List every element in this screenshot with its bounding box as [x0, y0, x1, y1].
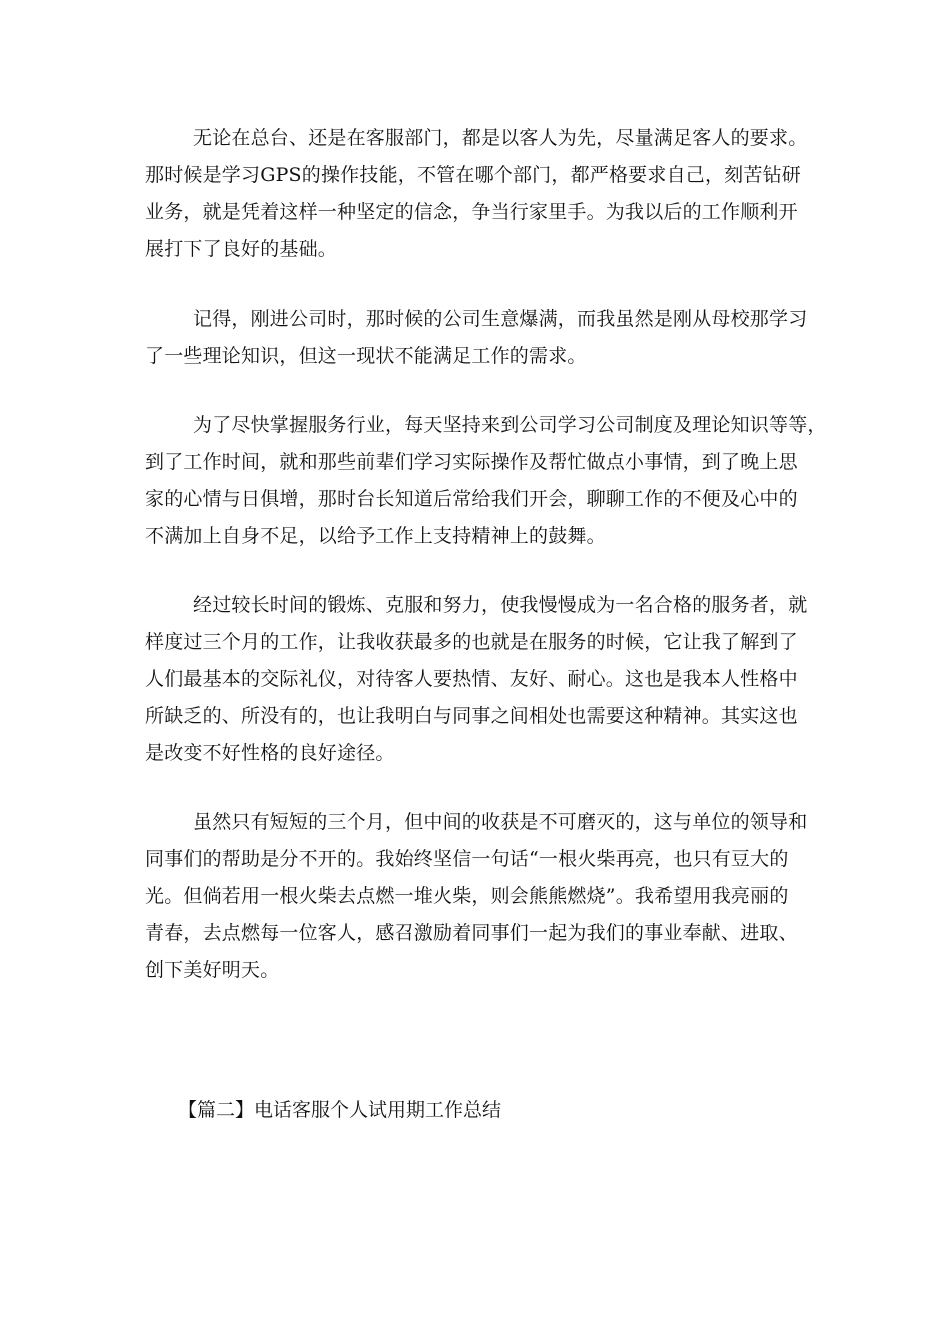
section-heading: 【篇二】电话客服个人试用期工作总结	[178, 1099, 502, 1121]
paragraph-5	[145, 804, 825, 989]
paragraph-line: 同事们的帮助是分不开的。我始终坚信一句话“一根火柴再亮，也只有豆大的	[145, 848, 789, 870]
paragraph-line: 不满加上自身不足，以给予工作上支持精神上的鼓舞。	[145, 525, 606, 547]
paragraph-line: 人们最基本的交际礼仪，对待客人要热情、友好、耐心。这也是我本人性格中	[145, 668, 798, 690]
paragraph-line: 那时候是学习GPS的操作技能，不管在哪个部门，都严格要求自己，刻苦钻研	[145, 164, 801, 186]
paragraph-1	[145, 120, 825, 268]
paragraph-line: 记得，刚进公司时，那时候的公司生意爆满，而我虽然是刚从母校那学习	[193, 308, 808, 330]
paragraph-line: 样度过三个月的工作，让我收获最多的也就是在服务的时候，它让我了解到了	[145, 631, 798, 653]
paragraph-3	[145, 407, 825, 555]
paragraph-line: 虽然只有短短的三个月，但中间的收获是不可磨灭的，这与单位的领导和	[193, 811, 808, 833]
paragraph-4	[145, 587, 825, 772]
paragraph-line: 是改变不好性格的良好途径。	[145, 742, 395, 764]
paragraph-line: 业务，就是凭着这样一种坚定的信念，争当行家里手。为我以后的工作顺利开	[145, 201, 798, 223]
paragraph-line: 创下美好明天。	[145, 959, 280, 981]
paragraph-2	[145, 301, 825, 375]
paragraph-line: 家的心情与日俱增，那时台长知道后常给我们开会，聊聊工作的不便及心中的	[145, 488, 798, 510]
paragraph-line: 经过较长时间的锻炼、克服和努力，使我慢慢成为一名合格的服务者，就	[193, 594, 808, 616]
paragraph-line: 无论在总台、还是在客服部门，都是以客人为先，尽量满足客人的要求。	[193, 127, 808, 149]
paragraph-line: 到了工作时间，就和那些前辈们学习实际操作及帮忙做点小事情，到了晚上思	[145, 451, 798, 473]
paragraph-line: 青春，去点燃每一位客人，感召激励着同事们一起为我们的事业奉献、进取、	[145, 922, 798, 944]
paragraph-line: 为了尽快掌握服务行业，每天坚持来到公司学习公司制度及理论知识等等，	[193, 414, 827, 436]
paragraph-line: 光。但倘若用一根火柴去点燃一堆火柴，则会熊熊燃烧”。我希望用我亮丽的	[145, 885, 789, 907]
paragraph-line: 展打下了良好的基础。	[145, 238, 338, 260]
paragraph-line: 所缺乏的、所没有的，也让我明白与同事之间相处也需要这种精神。其实这也	[145, 705, 798, 727]
paragraph-line: 了一些理论知识，但这一现状不能满足工作的需求。	[145, 345, 587, 367]
